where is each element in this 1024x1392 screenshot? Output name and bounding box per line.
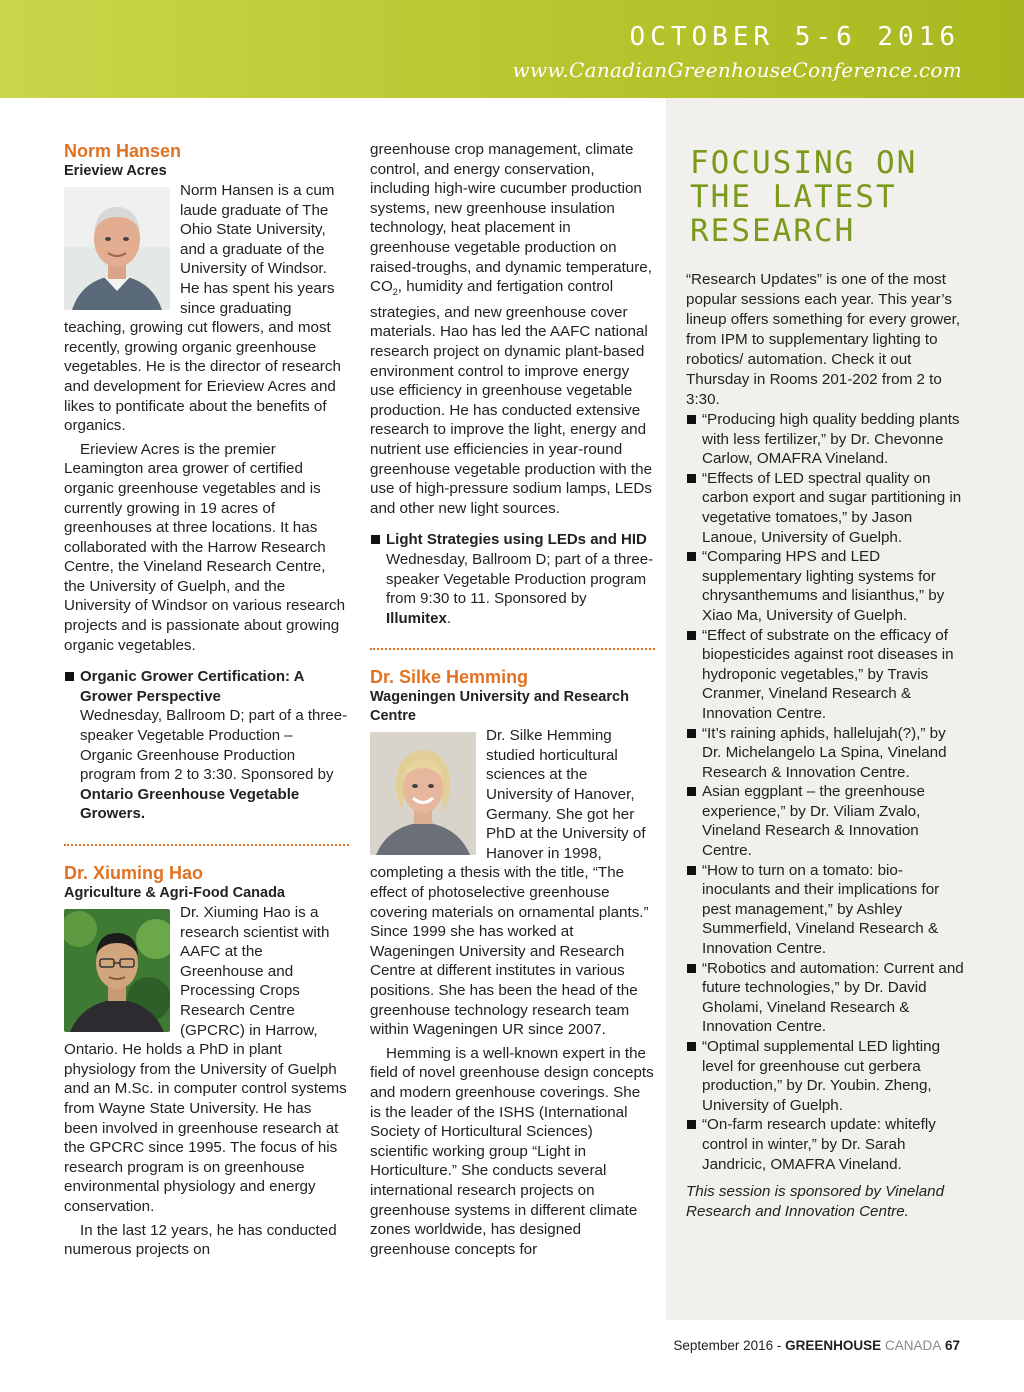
column-2 [370, 140, 655, 1259]
speaker-affiliation: Wageningen University and Research Centre [370, 689, 629, 725]
hao-research-part-b: , humidity and fertigation control strategies, and new greenhouse cover materials. Hao has led the AAFC national research project on dynamic plant-based environment control to improve energy use efficiency in greenhouse vegetable production. He has conducted extensive research to improve the light, energy and nutrient use efficiencies in year-round greenhouse vegetable production with the use of high-pressure sodium lamps, LEDs and other new light sources. [370, 278, 653, 517]
silke-hemming-bio: Dr. Silke Hemming studied horticultural sciences at the University of Hanover, Germany. She got her PhD at the University of Hanover in 1998, completing a thesis with the title, “The effect of photoselective greenhouse covering materials on ornamental plants.” Since 1999 she has worked at Wageningen University and Research Centre at different institutes in various positions. She has been the head of the greenhouse technology research team within Wageningen UR since 2007. [370, 727, 649, 1039]
column-1 [64, 140, 349, 1260]
speaker-photo-norm-hansen [64, 187, 170, 310]
bullet-square-icon [687, 1120, 696, 1129]
hao-research-part-a: greenhouse crop management, climate control, and energy conservation, including high-wire cucumber production systems, new greenhouse insulation technology, heat placement in greenhouse vegetable production on raised-troughs, and dynamic temperature, CO [370, 141, 652, 296]
session-details: Wednesday, Ballroom D; part of a three-speaker Vegetable Production – Organic Greenhouse Production program from 2 to 3:30. Sponsored by [80, 707, 348, 784]
list-item: “Effect of substrate on the efficacy of biopesticides against root diseases in hydroponic vegetables,” by Travis Cranmer, Vineland Research & Innovation Centre. [686, 626, 966, 724]
speaker-name-norm-hansen: Norm Hansen [64, 141, 182, 161]
session-sponsor: Illumitex [386, 609, 447, 627]
bullet-square-icon [687, 415, 696, 424]
bullet-square-icon [371, 535, 380, 544]
sidebar-title: FOCUSING ON THE LATEST RESEARCH [690, 145, 918, 249]
list-item: “How to turn on a tomato: bio-inoculants and their implications for pest management,” by Ashley Summerfield, Vineland Research & Innovation Centre. [686, 861, 966, 959]
page-header [0, 0, 1024, 98]
section-divider [370, 648, 655, 650]
page-footer [673, 1338, 960, 1353]
erieview-acres-description: Erieview Acres is the premier Leamington area grower of certified organic greenhouse vegetables and is currently growing in 19 acres of greenhouses at three locations. It has collaborated with the Harrow Research Centre, the Vineland Research Centre, the University of Guelph, and the University of Windsor on various research projects and is passionate about growing organic vegetables. [64, 440, 346, 654]
section-divider [64, 844, 349, 846]
speaker-affiliation: Erieview Acres [64, 163, 167, 179]
speaker-photo-xiuming-hao [64, 909, 170, 1032]
research-talk-list [686, 410, 966, 1174]
bullet-square-icon [687, 729, 696, 738]
footer-brand-suffix: CANADA [881, 1338, 942, 1353]
bullet-square-icon [687, 964, 696, 973]
xiuming-hao-bio: Dr. Xiuming Hao is a research scientist with AAFC at the Greenhouse and Processing Crops Research Centre (GPCRC) in Harrow, Ontario. He holds a PhD in plant physiology from the University of Guelph and an M.Sc. in computer control systems from Wayne State University. He has been involved in greenhouse research at the GPCRC since 1995. The focus of his research program is on greenhouse environmental physiology and energy conservation. [64, 904, 347, 1215]
list-item: “Comparing HPS and LED supplementary lighting systems for chrysanthemums and lisianthus,” by Xiao Ma, University of Guelph. [686, 547, 966, 625]
session-sponsor: Ontario Greenhouse Vegetable Growers. [80, 785, 300, 823]
silke-hemming-bio-continued: Hemming is a well-known expert in the field of novel greenhouse design concepts and modern greenhouse coverings. She is the leader of the ISHS (International Society of Horticultural Sciences) scientific working group “Light in Horticulture.” She conducts several international research projects on greenhouse systems in different climate zones worldwide, has designed greenhouse concepts for [370, 1044, 654, 1258]
list-item: “Robotics and automation: Current and future technologies,” by Dr. David Gholami, Vineland Research & Innovation Centre. [686, 959, 966, 1037]
bullet-square-icon [687, 1042, 696, 1051]
footer-brand: GREENHOUSE [785, 1338, 882, 1353]
portrait-image [370, 732, 476, 855]
sidebar-intro: “Research Updates” is one of the most popular sessions each year. This year’s lineup offers something for every grower, from IPM to supplementary lighting to robotics/ automation. Check it out Thursday in Rooms 201-202 from 2 to 3:30. [686, 271, 961, 408]
bullet-square-icon [687, 474, 696, 483]
speaker-name-silke-hemming: Dr. Silke Hemming [370, 667, 529, 688]
list-item: “Effects of LED spectral quality on carbon export and sugar partitioning in vegetative tomatoes,” by Jason Lanoue, University of Guelph. [686, 469, 966, 547]
norm-hansen-bio: Norm Hansen is a cum laude graduate of The Ohio State University, and a graduate of the University of Windsor. He has spent his years since graduating teaching, growing cut flowers, and most recently, growing organic greenhouse vegetables. He is the director of research and development for Erieview Acres and likes to pontificate about the benefits of organics. [64, 182, 341, 435]
sidebar-research-updates [686, 140, 966, 1222]
xiuming-hao-research-text [370, 140, 655, 518]
page-number: 67 [941, 1338, 960, 1353]
session-title: Light Strategies using LEDs and HID [386, 531, 647, 549]
speaker-photo-silke-hemming [370, 732, 476, 855]
portrait-image [64, 909, 170, 1032]
list-item: “On-farm research update: whitefly control in winter,” by Dr. Sarah Jandricic, OMAFRA Vineland. [686, 1115, 966, 1174]
session-details-end: . [446, 609, 452, 627]
list-item: “It’s raining aphids, hallelujah(?),” by Dr. Michelangelo La Spina, Vineland Research & Innovation Centre. [686, 724, 966, 783]
conference-url[interactable]: www.CanadianGreenhouseConference.com [512, 58, 962, 82]
bullet-square-icon [687, 631, 696, 640]
footer-issue: September 2016 - [673, 1338, 786, 1353]
session-organic-grower-certification [64, 667, 349, 824]
list-item: “Optimal supplemental LED lighting level for greenhouse cut gerbera production,” by Dr. Youbin. Zheng, University of Guelph. [686, 1037, 966, 1115]
list-item: Asian eggplant – the greenhouse experience,” by Dr. Viliam Zvalo, Vineland Research & Innovation Centre. [686, 782, 966, 860]
conference-date: OCTOBER 5-6 2016 [629, 22, 960, 52]
session-light-strategies [370, 530, 655, 628]
bullet-square-icon [65, 672, 74, 681]
speaker-affiliation: Agriculture & Agri-Food Canada [64, 885, 285, 901]
session-details: Wednesday, Ballroom D; part of a three-speaker Vegetable Production program from 9:30 to 11. Sponsored by [386, 550, 654, 608]
bullet-square-icon [687, 787, 696, 796]
sidebar-sponsor-note: This session is sponsored by Vineland Research and Innovation Centre. [686, 1183, 945, 1221]
xiuming-hao-bio-continued: In the last 12 years, he has conducted numerous projects on [64, 1221, 337, 1259]
portrait-image [64, 187, 170, 310]
speaker-name-xiuming-hao: Dr. Xiuming Hao [64, 863, 204, 883]
bullet-square-icon [687, 866, 696, 875]
session-title: Organic Grower Certification: A Grower Perspective [80, 668, 304, 705]
co2-subscript: 2 [392, 287, 398, 298]
list-item: “Producing high quality bedding plants with less fertilizer,” by Dr. Chevonne Carlow, OMAFRA Vineland. [686, 410, 966, 469]
bullet-square-icon [687, 552, 696, 561]
